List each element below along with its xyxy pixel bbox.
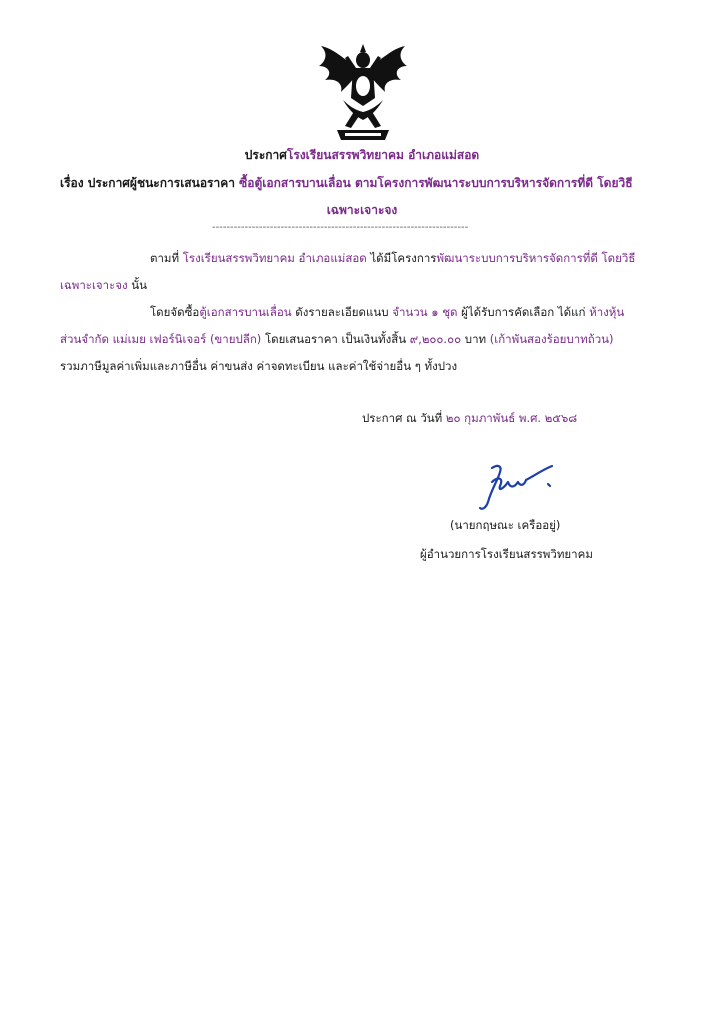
p2-amount: ๙,๒๐๐.๐๐: [409, 332, 462, 346]
subject-method: เฉพาะเจาะจง: [326, 203, 398, 217]
paragraph-2-line-1: [150, 304, 624, 322]
school-name: โรงเรียนสรรพวิทยาคม อำเภอแม่สอด: [286, 148, 480, 162]
signer-title: ผู้อำนวยการโรงเรียนสรรพวิทยาคม: [420, 547, 593, 561]
date-value: ๒๐ กุมภาพันธ์ พ.ศ. ๒๕๖๘: [445, 411, 578, 425]
subject-line: [60, 174, 664, 193]
handwritten-signature: [462, 458, 558, 514]
date-label: ประกาศ ณ วันที่: [362, 411, 446, 425]
p2-text-e: ผู้ได้รับการคัดเลือก ได้แก่: [457, 305, 590, 319]
p1-end: นั้น: [127, 278, 148, 292]
subject-label: เรื่อง ประกาศผู้ชนะการเสนอราคา: [60, 176, 240, 190]
p2-vendor: ส่วนจำกัด แม่เมย เฟอร์นิเจอร์ (ขายปลีก): [60, 332, 262, 346]
paragraph-1-line-1: [150, 250, 635, 268]
announcement-date: [362, 410, 577, 428]
garuda-emblem: [315, 40, 411, 144]
p2-quantity: จำนวน ๑ ชุด: [392, 305, 458, 319]
signer-name: (นายกฤษณะ เครืออยู่): [450, 518, 561, 532]
p1-text-a: ตามที่: [150, 251, 183, 265]
p1-method: เฉพาะเจาะจง: [60, 278, 128, 292]
p1-text-c: ได้มีโครงการ: [366, 251, 437, 265]
p2-text-price-label: โดยเสนอราคา เป็นเงินทั้งสิ้น: [261, 332, 410, 346]
p1-project: พัฒนาระบบการบริหารจัดการที่ดี โดยวิธี: [436, 251, 636, 265]
paragraph-1-line-2: [60, 277, 147, 295]
p2-text-c: ดังรายละเอียดแนบ: [291, 305, 393, 319]
paragraph-2-line-2: [60, 331, 614, 349]
p2-amount-words: (เก้าพันสองร้อยบาทถ้วน): [489, 332, 614, 346]
divider-rule: -----------------------------------------------------------------------: [212, 222, 469, 233]
p2-baht: บาท: [461, 332, 490, 346]
paragraph-2-line-3: รวมภาษีมูลค่าเพิ่มและภาษีอื่น ค่าขนส่ง ค่าจดทะเบียน และค่าใช้จ่ายอื่น ๆ ทั้งปวง: [60, 359, 458, 373]
p2-vendor-start: ห้างหุ้น: [589, 305, 625, 319]
p2-text-a: โดยจัดซื้อ: [150, 305, 200, 319]
p1-school: โรงเรียนสรรพวิทยาคม อำเภอแม่สอด: [182, 251, 367, 265]
announcement-title: [60, 146, 664, 165]
subject-text: ซื้อตู้เอกสารบานเลื่อน ตามโครงการพัฒนาระบบการบริหารจัดการที่ดี โดยวิธี: [239, 176, 633, 190]
p2-item: ตู้เอกสารบานเลื่อน: [199, 305, 292, 319]
title-prefix: ประกาศ: [244, 148, 287, 162]
